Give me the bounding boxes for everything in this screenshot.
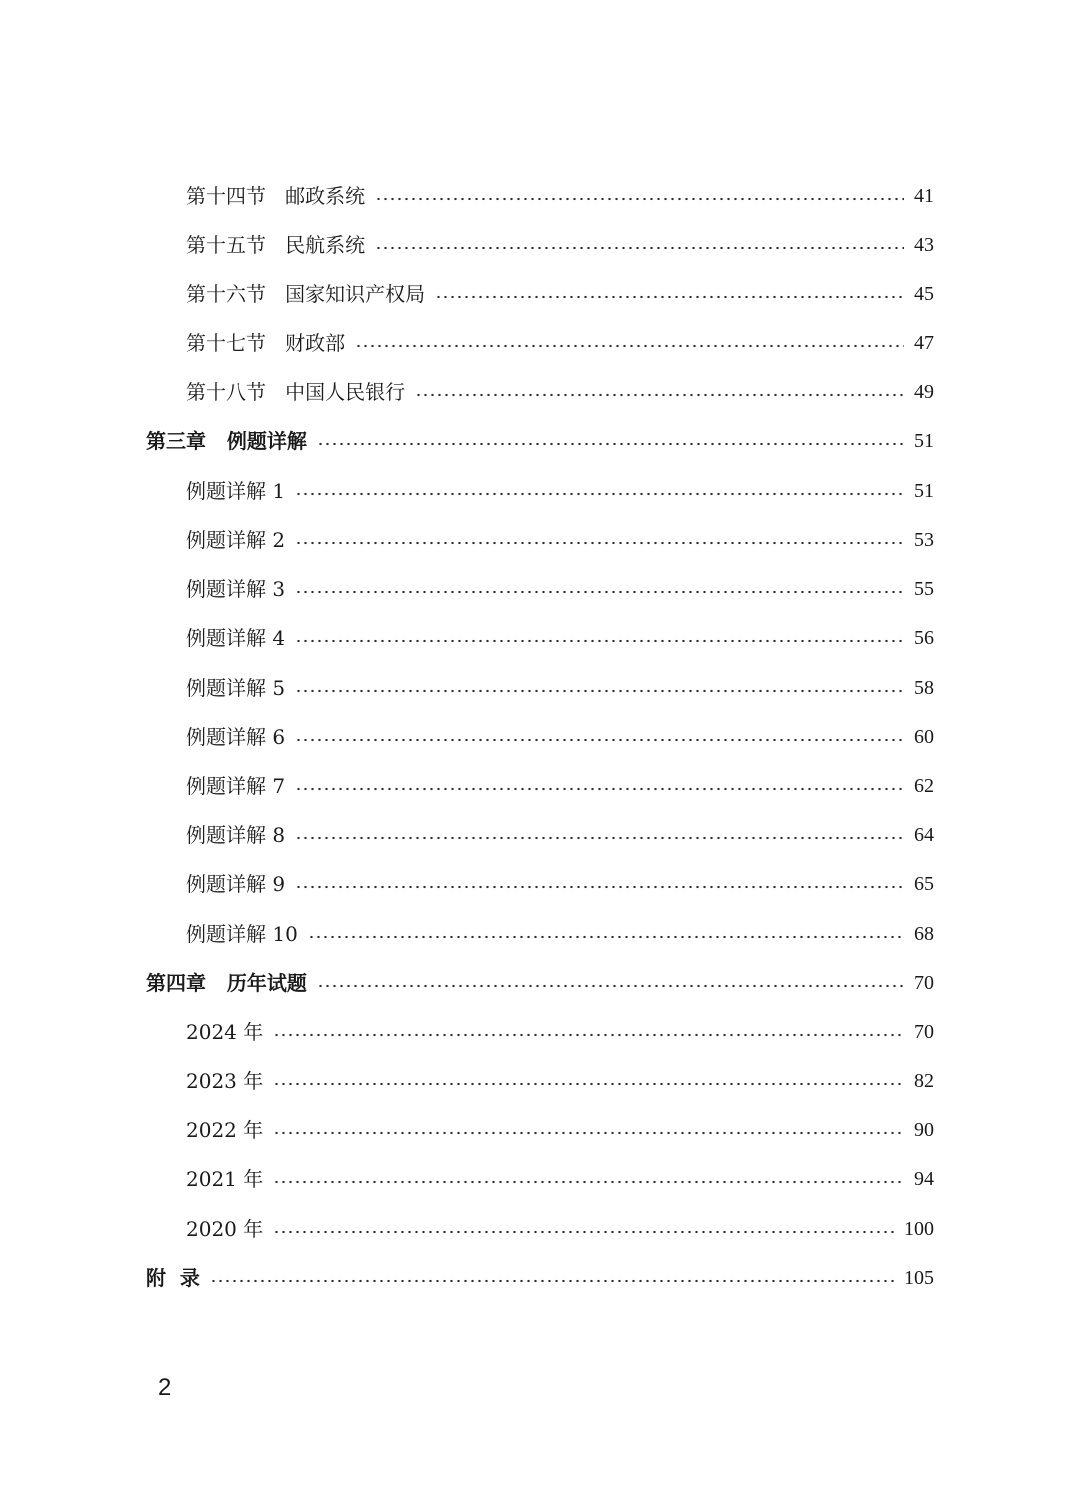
dot-leader	[295, 588, 904, 596]
dot-leader	[273, 1228, 894, 1236]
chapter-number: 第三章	[146, 429, 206, 453]
entry-page: 41	[914, 185, 934, 207]
chapter-title: 例题详解	[226, 429, 307, 453]
dot-leader	[308, 933, 904, 941]
dot-leader	[273, 1031, 904, 1039]
toc-entry[interactable]	[186, 573, 934, 605]
entry-page: 45	[914, 283, 934, 305]
entry-title: 2021 年	[186, 1167, 264, 1191]
dot-leader	[210, 1277, 894, 1285]
toc-chapter-entry[interactable]	[146, 1262, 934, 1294]
entry-page: 90	[914, 1119, 934, 1141]
entry-title: 民航系统	[285, 233, 366, 257]
toc-entry[interactable]	[186, 1114, 934, 1146]
dot-leader	[317, 440, 904, 448]
toc-entry[interactable]	[186, 180, 934, 212]
dot-leader	[295, 539, 904, 547]
entry-page: 65	[914, 873, 934, 895]
entry-number: 第十四节	[186, 184, 266, 208]
entry-page: 43	[914, 234, 934, 256]
toc-entry[interactable]	[186, 721, 934, 753]
entry-title: 例题详解 10	[186, 922, 298, 946]
toc-entry[interactable]	[186, 229, 934, 261]
entry-page: 49	[914, 381, 934, 403]
entry-title: 例题详解 7	[186, 774, 286, 798]
entry-title: 2022 年	[186, 1118, 264, 1142]
toc-entry[interactable]	[186, 1163, 934, 1195]
entry-page: 64	[914, 824, 934, 846]
entry-page: 70	[914, 1021, 934, 1043]
entry-page: 56	[914, 627, 934, 649]
entry-page: 62	[914, 775, 934, 797]
entry-title: 例题详解 9	[186, 872, 286, 896]
entry-number: 第十七节	[186, 331, 266, 355]
entry-page: 55	[914, 578, 934, 600]
toc-entry[interactable]	[186, 524, 934, 556]
toc-chapter-entry[interactable]	[146, 425, 934, 457]
dot-leader	[295, 687, 904, 695]
entry-title: 例题详解 2	[186, 528, 286, 552]
dot-leader	[375, 195, 904, 203]
toc-entry[interactable]	[186, 1016, 934, 1048]
dot-leader	[273, 1178, 904, 1186]
dot-leader	[295, 883, 904, 891]
entry-title: 财政部	[285, 331, 346, 355]
entry-title: 中国人民银行	[285, 380, 406, 404]
toc-entry[interactable]	[186, 475, 934, 507]
entry-page: 47	[914, 332, 934, 354]
entry-title: 例题详解 6	[186, 725, 286, 749]
toc-entry[interactable]	[186, 819, 934, 851]
entry-page: 70	[914, 972, 934, 994]
toc-entry[interactable]	[186, 1213, 934, 1245]
toc-entry[interactable]	[186, 622, 934, 654]
dot-leader	[295, 637, 904, 645]
dot-leader	[273, 1129, 904, 1137]
dot-leader	[295, 490, 904, 498]
toc-entry[interactable]	[186, 868, 934, 900]
toc-entry[interactable]	[186, 770, 934, 802]
toc-entry[interactable]	[186, 327, 934, 359]
entry-page: 100	[904, 1218, 934, 1240]
dot-leader	[317, 982, 904, 990]
dot-leader	[415, 391, 904, 399]
entry-page: 51	[914, 480, 934, 502]
entry-page: 105	[904, 1267, 934, 1289]
entry-title: 2020 年	[186, 1217, 264, 1241]
chapter-title: 附 录	[146, 1266, 200, 1290]
entry-title: 2023 年	[186, 1069, 264, 1093]
dot-leader	[355, 342, 904, 350]
entry-title: 例题详解 4	[186, 626, 286, 650]
entry-title: 例题详解 3	[186, 577, 286, 601]
page-number: 2	[158, 1374, 172, 1401]
entry-page: 53	[914, 529, 934, 551]
toc-entry[interactable]	[186, 672, 934, 704]
entry-page: 68	[914, 923, 934, 945]
dot-leader	[295, 736, 904, 744]
toc-entry[interactable]	[186, 1065, 934, 1097]
entry-title: 例题详解 1	[186, 479, 286, 503]
entry-page: 82	[914, 1070, 934, 1092]
entry-number: 第十八节	[186, 380, 266, 404]
entry-page: 58	[914, 677, 934, 699]
entry-title: 国家知识产权局	[285, 282, 426, 306]
toc-chapter-entry[interactable]	[146, 967, 934, 999]
entry-number: 第十六节	[186, 282, 266, 306]
entry-title: 邮政系统	[285, 184, 366, 208]
dot-leader	[295, 834, 904, 842]
dot-leader	[435, 293, 904, 301]
entry-title: 2024 年	[186, 1020, 264, 1044]
entry-number: 第十五节	[186, 233, 266, 257]
entry-title: 例题详解 5	[186, 676, 286, 700]
toc-entry[interactable]	[186, 278, 934, 310]
toc-entry[interactable]	[186, 918, 934, 950]
chapter-number: 第四章	[146, 971, 206, 995]
chapter-title: 历年试题	[226, 971, 307, 995]
entry-page: 94	[914, 1168, 934, 1190]
entry-title: 例题详解 8	[186, 823, 286, 847]
entry-page: 60	[914, 726, 934, 748]
entry-page: 51	[914, 430, 934, 452]
toc-entry[interactable]	[186, 376, 934, 408]
dot-leader	[295, 785, 904, 793]
dot-leader	[273, 1080, 904, 1088]
dot-leader	[375, 244, 904, 252]
